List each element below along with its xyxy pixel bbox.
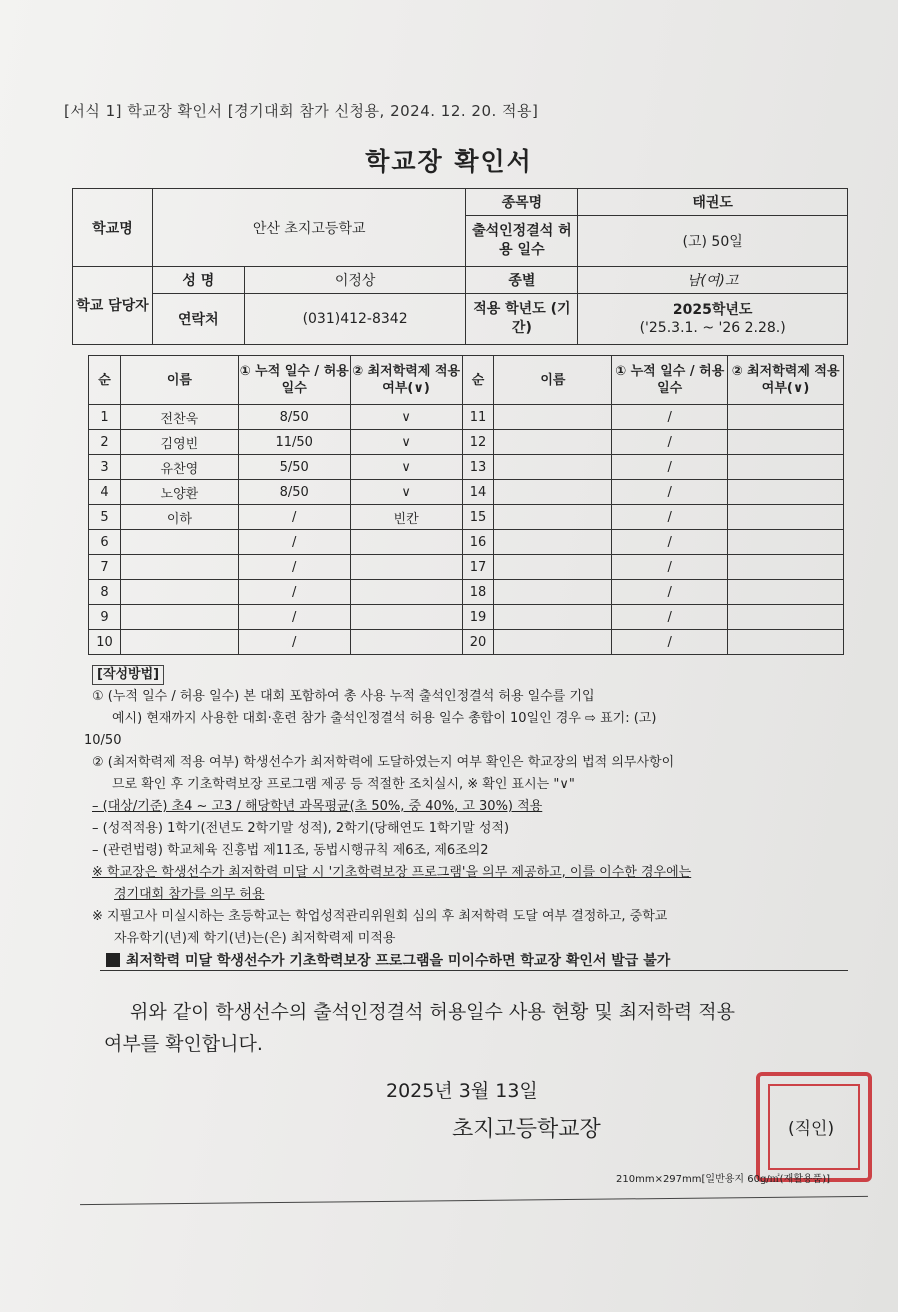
roster-cell-min <box>728 505 844 530</box>
roster-cell-no: 4 <box>89 480 121 505</box>
roster-cell-no: 18 <box>462 580 494 605</box>
roster-cell-days: / <box>612 480 728 505</box>
allowed-days-label: 출석인정결석 허용 일수 <box>466 216 578 267</box>
instructions <box>84 664 852 950</box>
roster-cell-name <box>120 630 238 655</box>
roster-cell-name <box>494 455 612 480</box>
roster-cell-days: / <box>238 580 350 605</box>
category-value: 남(여)고 <box>578 267 848 294</box>
roster-cell-min: 빈칸 <box>350 505 462 530</box>
roster-cell-no: 20 <box>462 630 494 655</box>
roster-cell-no: 7 <box>89 555 121 580</box>
note-line: 예시) 현재까지 사용한 대회·훈련 참가 출석인정결석 허용 일수 총합이 10일인 경우 ⇨ 표기: (고) <box>112 711 657 726</box>
checkbox-icon <box>106 953 120 967</box>
roster-cell-no: 11 <box>462 405 494 430</box>
name-value: 이정상 <box>244 267 466 294</box>
roster-cell-name <box>120 605 238 630</box>
roster-cell-min: ∨ <box>350 430 462 455</box>
table-row <box>89 605 844 630</box>
note-line: 10/50 <box>84 733 122 748</box>
manager-label: 학교 담당자 <box>73 267 153 345</box>
roster-cell-min: ∨ <box>350 480 462 505</box>
roster-cell-min <box>728 630 844 655</box>
table-row <box>89 530 844 555</box>
roster-cell-no: 12 <box>462 430 494 455</box>
roster-cell-name <box>120 555 238 580</box>
roster-cell-name: 전찬욱 <box>120 405 238 430</box>
note-line: – (대상/기준) 초4 ~ 고3 / 해당학년 과목평균(초 50%, 중 40%, 고 30%) 적용 <box>92 799 543 814</box>
sport-value: 태권도 <box>578 189 848 216</box>
instructions-heading: [작성방법] <box>92 665 164 685</box>
roster-cell-min <box>728 530 844 555</box>
roster-cell-days: / <box>238 530 350 555</box>
table-row <box>89 405 844 430</box>
header-no: 순 <box>462 356 494 405</box>
roster-cell-min <box>728 480 844 505</box>
note-line: ※ 학교장은 학생선수가 최저학력 미달 시 '기초학력보장 프로그램'을 의무 제공하고, 이를 이수한 경우에는 <box>92 865 692 880</box>
roster-cell-name: 이하 <box>120 505 238 530</box>
roster-cell-days: / <box>612 430 728 455</box>
header-name: 이름 <box>494 356 612 405</box>
confirmation-line: 여부를 확인합니다. <box>104 1033 263 1055</box>
note-line: – (관련법령) 학교체육 진흥법 제11조, 동법시행규칙 제6조, 제6조의2 <box>92 843 489 858</box>
year-cell <box>578 294 848 345</box>
roster-cell-no: 13 <box>462 455 494 480</box>
roster-cell-no: 2 <box>89 430 121 455</box>
roster-cell-name <box>494 405 612 430</box>
period-value: ('25.3.1. ~ '26 2.28.) <box>639 320 786 336</box>
roster-cell-no: 10 <box>89 630 121 655</box>
header-days: ① 누적 일수 / 허용 일수 <box>612 356 728 405</box>
roster-cell-min: ∨ <box>350 455 462 480</box>
header-min: ② 최저학력제 적용 여부(∨) <box>728 356 844 405</box>
table-row <box>89 580 844 605</box>
divider <box>80 1196 868 1205</box>
roster-cell-min <box>728 555 844 580</box>
warning-text: 최저학력 미달 학생선수가 기초학력보장 프로그램을 미이수하면 학교장 확인서 발급 불가 <box>126 953 671 969</box>
roster-cell-days: / <box>238 555 350 580</box>
school-value: 안산 초지고등학교 <box>152 189 466 267</box>
category-label: 종별 <box>466 267 578 294</box>
roster-cell-no: 6 <box>89 530 121 555</box>
header-name: 이름 <box>120 356 238 405</box>
roster-cell-min <box>350 580 462 605</box>
note-line: – (성적적용) 1학기(전년도 2학기말 성적), 2학기(당해연도 1학기말 성적) <box>92 821 510 836</box>
roster-cell-name <box>494 505 612 530</box>
roster-cell-name <box>120 530 238 555</box>
principal-title: 초지고등학교장 <box>452 1117 601 1142</box>
table-row <box>89 430 844 455</box>
roster-cell-no: 9 <box>89 605 121 630</box>
page-title: 학교장 확인서 <box>365 147 533 176</box>
roster-cell-name: 유찬영 <box>120 455 238 480</box>
sport-label: 종목명 <box>466 189 578 216</box>
roster-cell-min <box>350 630 462 655</box>
roster-cell-days: / <box>612 605 728 630</box>
roster-cell-name <box>494 430 612 455</box>
roster-cell-min: ∨ <box>350 405 462 430</box>
paper-size-note: 210mm×297mm[일반용지 60g/㎡(재활용품)] <box>616 1174 831 1185</box>
header-min: ② 최저학력제 적용 여부(∨) <box>350 356 462 405</box>
note-line: ※ 지필고사 미실시하는 초등학교는 학업성적관리위원회 심의 후 최저학력 도달 여부 결정하고, 중학교 <box>92 909 668 924</box>
roster-table <box>88 355 844 655</box>
roster-cell-days: / <box>238 505 350 530</box>
roster-cell-days: / <box>612 555 728 580</box>
header-days: ① 누적 일수 / 허용 일수 <box>238 356 350 405</box>
roster-cell-name <box>494 580 612 605</box>
note-line: ② (최저학력제 적용 여부) 학생선수가 최저학력에 도달하였는지 여부 확인은 학교장의 법적 의무사항이 <box>92 755 675 770</box>
table-row <box>89 630 844 655</box>
school-label: 학교명 <box>73 189 153 267</box>
seal-label: (직인) <box>788 1119 835 1139</box>
table-row <box>89 480 844 505</box>
roster-cell-name <box>494 605 612 630</box>
allowed-days-value: (고) 50일 <box>578 216 848 267</box>
roster-cell-no: 15 <box>462 505 494 530</box>
roster-cell-name <box>494 530 612 555</box>
confirmation-text <box>104 996 844 1060</box>
roster-cell-no: 3 <box>89 455 121 480</box>
form-label: [서식 1] 학교장 확인서 [경기대회 참가 신청용, 2024. 12. 20. 적용] <box>64 102 539 120</box>
note-line: ① (누적 일수 / 허용 일수) 본 대회 포함하여 총 사용 누적 출석인정결석 허용 일수를 기입 <box>92 689 595 704</box>
roster-cell-no: 1 <box>89 405 121 430</box>
roster-cell-days: / <box>238 605 350 630</box>
roster-cell-name: 노양환 <box>120 480 238 505</box>
roster-cell-no: 17 <box>462 555 494 580</box>
table-row <box>89 505 844 530</box>
roster-cell-name <box>494 555 612 580</box>
roster-cell-days: / <box>612 455 728 480</box>
contact-label: 연락처 <box>152 294 244 345</box>
roster-cell-days: 5/50 <box>238 455 350 480</box>
roster-cell-days: / <box>612 630 728 655</box>
roster-cell-no: 5 <box>89 505 121 530</box>
divider <box>100 970 848 971</box>
roster-cell-min <box>728 605 844 630</box>
roster-cell-days: / <box>612 405 728 430</box>
roster-cell-min <box>350 555 462 580</box>
roster-cell-no: 19 <box>462 605 494 630</box>
note-line: 자유학기(년)제 학기(년)는(은) 최저학력제 미적용 <box>114 931 396 946</box>
roster-cell-days: 11/50 <box>238 430 350 455</box>
note-line: 므로 확인 후 기초학력보장 프로그램 제공 등 적절한 조치실시, ※ 확인 표시는 "∨" <box>112 777 575 792</box>
roster-cell-no: 8 <box>89 580 121 605</box>
year-label: 적용 학년도 (기간) <box>466 294 578 345</box>
roster-cell-min <box>728 430 844 455</box>
roster-cell-days: / <box>238 630 350 655</box>
name-label: 성 명 <box>152 267 244 294</box>
roster-cell-name <box>494 630 612 655</box>
roster-cell-name <box>494 480 612 505</box>
roster-cell-min <box>350 605 462 630</box>
table-row <box>89 455 844 480</box>
note-line: 경기대회 참가를 의무 허용 <box>114 887 265 902</box>
roster-cell-days: 8/50 <box>238 405 350 430</box>
confirmation-line: 위와 같이 학생선수의 출석인정결석 허용일수 사용 현황 및 최저학력 적용 <box>130 1001 735 1023</box>
roster-cell-min <box>350 530 462 555</box>
roster-cell-days: / <box>612 505 728 530</box>
roster-cell-min <box>728 405 844 430</box>
header-no: 순 <box>89 356 121 405</box>
contact-value: (031)412-8342 <box>244 294 466 345</box>
info-table <box>72 188 848 345</box>
roster-cell-min <box>728 580 844 605</box>
year-value: 2025학년도 <box>672 302 753 318</box>
roster-body <box>89 405 844 655</box>
warning-line <box>106 950 670 970</box>
roster-cell-name: 김영빈 <box>120 430 238 455</box>
roster-cell-name <box>120 580 238 605</box>
roster-cell-no: 16 <box>462 530 494 555</box>
roster-cell-days: / <box>612 580 728 605</box>
table-row <box>89 555 844 580</box>
roster-cell-days: 8/50 <box>238 480 350 505</box>
issue-date: 2025년 3월 13일 <box>386 1080 538 1102</box>
roster-cell-no: 14 <box>462 480 494 505</box>
roster-cell-min <box>728 455 844 480</box>
roster-cell-days: / <box>612 530 728 555</box>
